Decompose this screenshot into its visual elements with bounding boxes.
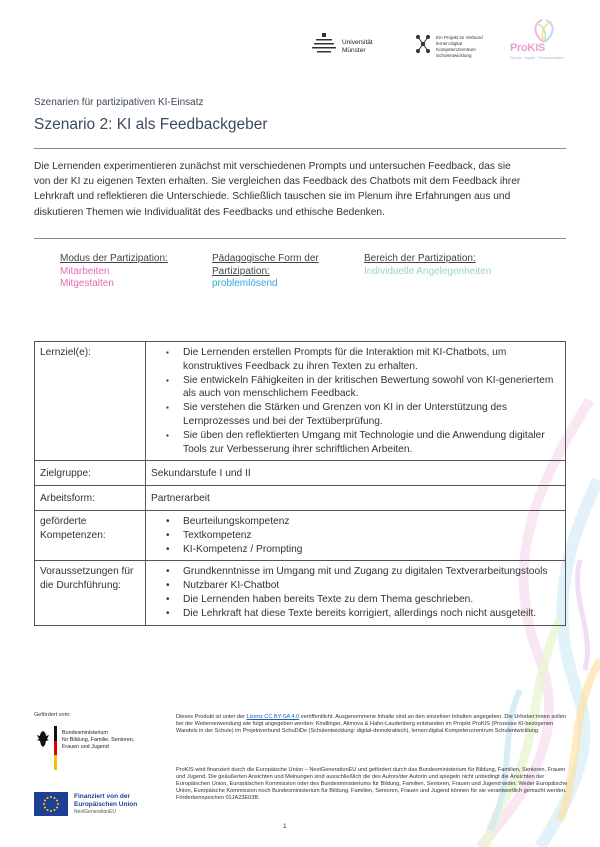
voraussetzungen-list	[151, 565, 561, 620]
voraussetzungen-label: Voraussetzungen für die Durchführung:	[35, 561, 146, 625]
bereich-column	[364, 253, 544, 278]
document-subtitle: Szenarien für partizipativen KI-Einsatz	[34, 97, 204, 108]
voraussetzungen-cell	[146, 561, 566, 625]
zielgruppe-value: Sekundarstufe I und II	[146, 461, 566, 486]
bmbf-line2: für Bildung, Familie, Senioren,	[62, 737, 135, 743]
page-title: Szenario 2: KI als Feedbackgeber	[34, 116, 268, 133]
kompetenzen-list	[151, 515, 561, 556]
komp-line1: Ein Projekt im Verbund	[436, 35, 483, 40]
list-item: ▪ Sie verstehen die Stärken und Grenzen von KI in der Unterstützung des Lernprozesses und bei der Textüberprüfung.	[183, 401, 561, 429]
list-item: • Die Lernenden haben bereits Texte zu dem Thema geschrieben.	[183, 593, 561, 607]
divider-bottom	[34, 238, 566, 239]
bereich-heading: Bereich der Partizipation:	[364, 253, 476, 264]
eu-line2: Europäischen Union	[74, 800, 138, 808]
funded-by-label: Gefördert vom:	[34, 712, 71, 718]
prokis-logo	[506, 16, 576, 64]
lernziel-cell	[146, 342, 566, 461]
prokis-name: ProKIS	[510, 42, 545, 54]
network-nodes-icon	[414, 33, 432, 55]
prokis-swirl-icon	[526, 16, 562, 44]
license-post: veröffentlicht. Ausgenommene Inhalte sind an den einzelnen Inhalten angegeben. Die Urheber:innen sollen bei der Weiterverwendung wie folgt angegeben werden: Kindlinger, Alimova & Hahn-Laudenberg entstanden im Projekt ProKIS (Prozesse KI-bezogenen Wandels in der Schule) im Projektverbund SchuDiDe (Schulentwicklung: digital-demokratisch), lernen:digital Kompetenzzentrum Schulentwicklung.	[176, 714, 566, 734]
uni-muenster-logo	[312, 30, 392, 60]
table-row-kompetenzen	[35, 510, 566, 560]
intro-line: Lehrkraft und reflektieren die Unterschiede. Schließlich tauschen sie im Plenum ihre Erfahrungen aus und	[34, 191, 511, 203]
scenario-details-table	[34, 341, 566, 626]
arbeitsform-label: Arbeitsform:	[35, 486, 146, 511]
intro-paragraph	[34, 159, 566, 220]
komp-line4: Schulentwicklung	[436, 53, 472, 58]
intro-line: Die Lernenden experimentieren zunächst mit verschiedenen Prompts und untersuchen Feedback, das sie	[34, 161, 511, 172]
komp-line2: lernen:digital	[436, 41, 463, 46]
lernziel-label: Lernziel(e):	[35, 342, 146, 461]
list-item: • Nutzbarer KI-Chatbot	[183, 579, 561, 593]
page-number: 1	[283, 823, 287, 830]
uni-muenster-emblem-icon	[312, 32, 336, 56]
eu-line1: Finanziert von der	[74, 793, 130, 800]
list-item: ▪ Sie üben den reflektierten Umgang mit Technologie und die Anwendung digitaler Tools zur Verbesserung ihrer schriftlichen Arbeiten.	[183, 429, 561, 457]
list-item: ▪ Die Lernenden erstellen Prompts für die Interaktion mit KI-Chatbots, um konstruktives Feedback zu ihren Texten zu erhalten.	[183, 346, 561, 374]
bmbf-line3: Frauen und Jugend	[62, 744, 109, 750]
zielgruppe-label: Zielgruppe:	[35, 461, 146, 486]
prokis-tagline: Schule · digital · Transformation	[510, 56, 564, 60]
intro-line: diskutieren Themen wie Individualität des Feedbacks und ethische Bedenken.	[34, 206, 385, 218]
eu-sub: NextGenerationEU	[74, 809, 116, 815]
modus-value: Mitgestalten	[60, 278, 114, 289]
license-pre: Dieses Produkt ist unter der	[176, 714, 247, 720]
uni-name-line2: Münster	[342, 47, 366, 54]
list-item: • KI-Kompetenz / Prompting	[183, 543, 561, 557]
table-row-voraussetzungen	[35, 561, 566, 625]
arbeitsform-value: Partnerarbeit	[146, 486, 566, 511]
eu-flag-icon	[34, 792, 68, 816]
intro-line: von der KI zu eigenen Texten erhalten. Sie vergleichen das Feedback des Chatbots mit dem Feedback ihrer	[34, 176, 521, 188]
modus-value: Mitarbeiten	[60, 265, 110, 277]
german-flag-stripe	[54, 726, 57, 770]
modus-heading: Modus der Partizipation:	[60, 253, 168, 264]
list-item: • Die Lehrkraft hat diese Texte bereits korrigiert, allerdings noch nicht ausgeteilt.	[183, 607, 561, 621]
form-heading-line1: Pädagogische Form der	[212, 253, 319, 264]
divider-top	[34, 148, 566, 149]
eu-funding-logo	[34, 792, 154, 818]
table-row-lernziel	[35, 342, 566, 461]
list-item: • Beurteilungskompetenz	[183, 515, 561, 529]
komp-line3: Kompetenzzentrum	[436, 47, 476, 52]
list-item: • Grundkenntnisse im Umgang mit und Zugang zu digitalen Textverarbeitungstools	[183, 565, 561, 579]
bereich-value: Individuelle Angelegenheiten	[364, 265, 492, 277]
lernen-digital-logo	[414, 30, 500, 60]
modus-column	[60, 253, 200, 291]
form-heading-line2: Partizipation:	[212, 265, 270, 277]
paedagogische-form-column	[212, 253, 352, 291]
kompetenzen-cell	[146, 510, 566, 560]
table-row-zielgruppe	[35, 461, 566, 486]
form-value: problemlösend	[212, 278, 278, 289]
list-item: ▪ Sie entwickeln Fähigkeiten in der kritischen Bewertung sowohl von KI-generiertem als auch von menschlichem Feedback.	[183, 374, 561, 402]
funding-notice: ProKIS wird finanziert durch die Europäische Union – NextGenerationEU und gefördert durch das Bundesministerium für Bildung, Familien, Senioren, Frauen und Jugend. Die geäußerten Ansichten und Meinungen sind ausschließlich die des Autors/der Autorin und spiegeln nicht unbedingt die Ansichten der Europäischen Union, Europäischen Kommission oder des Bundesministeriums für Bildung, Familien, Senioren, Frauen und Jugend wider. Weder Europäische Union, Europäische Kommission noch Bundesministerium für Bildung, Familien, Senioren, Frauen und Jugend können für sie verantwortlich gemacht werden. Förderkennzeichen 01JA23E03B.	[176, 767, 568, 801]
list-item: • Textkompetenz	[183, 529, 561, 543]
bmbf-logo	[34, 726, 144, 770]
license-notice	[176, 714, 568, 735]
lernziel-list	[151, 346, 561, 456]
kompetenzen-label: geförderte Kompetenzen:	[35, 510, 146, 560]
federal-eagle-icon	[36, 730, 50, 748]
uni-name-line1: Universität	[342, 39, 373, 46]
bmbf-line1: Bundesministerium	[62, 730, 108, 736]
table-row-arbeitsform	[35, 486, 566, 511]
license-link[interactable]: Lizenz CC BY-SA 4.0	[246, 714, 300, 720]
